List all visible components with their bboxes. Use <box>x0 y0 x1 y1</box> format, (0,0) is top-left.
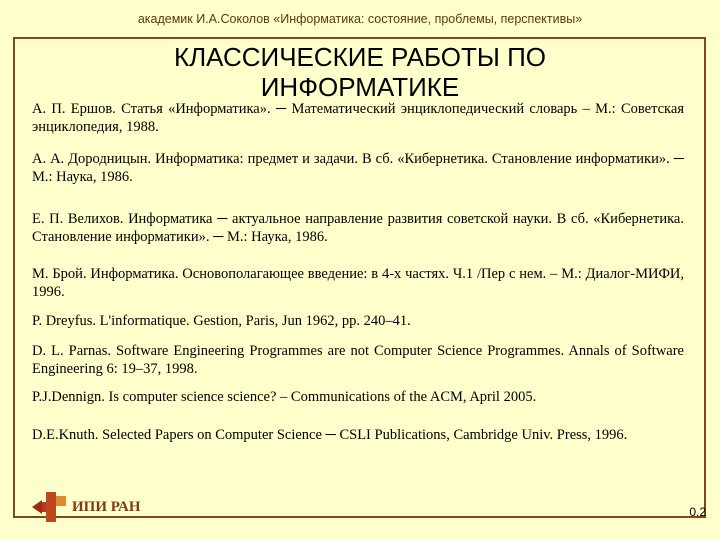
reference-item: D. L. Parnas. Software Engineering Programmes are not Computer Science Programmes. Annals of Software Engineering 6: 19–37, 1998. <box>32 343 684 377</box>
reference-item: А. П. Ершов. Статья «Информатика». ─ Математический энциклопедический словарь – М.: Советская энциклопедия, 1988. <box>32 101 684 135</box>
logo-text: ИПИ РАН <box>72 498 141 515</box>
reference-item: Е. П. Велихов. Информатика ─ актуальное направление развития советской науки. В сб. «Кибернетика. Становление информатики». ─ М.: Наука, 1986. <box>32 211 684 245</box>
logo-icon <box>32 492 68 522</box>
reference-item: P.J.Dennign. Is computer science science? – Communications of the ACM, April 2005. <box>32 389 537 405</box>
slide-title <box>0 42 720 102</box>
slide-header: академик И.А.Соколов «Информатика: состояние, проблемы, перспективы» <box>137 12 583 26</box>
title-line-2: ИНФОРМАТИКЕ <box>260 72 460 102</box>
reference-item: P. Dreyfus. L'informatique. Gestion, Paris, Jun 1962, pp. 240–41. <box>32 313 411 329</box>
ipi-ran-logo <box>32 492 141 522</box>
reference-item: D.E.Knuth. Selected Papers on Computer Science ─ CSLI Publications, Cambridge Univ. Press, 1996. <box>32 427 628 443</box>
page-number: 0.2 <box>689 505 706 519</box>
title-line-1: КЛАССИЧЕСКИЕ РАБОТЫ ПО <box>173 42 547 72</box>
reference-item: А. А. Дородницын. Информатика: предмет и задачи. В сб. «Кибернетика. Становление информатики». ─ М.: Наука, 1986. <box>32 151 684 185</box>
reference-item: М. Брой. Информатика. Основополагающее введение: в 4-х частях. Ч.1 /Пер с нем. – М.: Диалог-МИФИ, 1996. <box>32 266 684 300</box>
